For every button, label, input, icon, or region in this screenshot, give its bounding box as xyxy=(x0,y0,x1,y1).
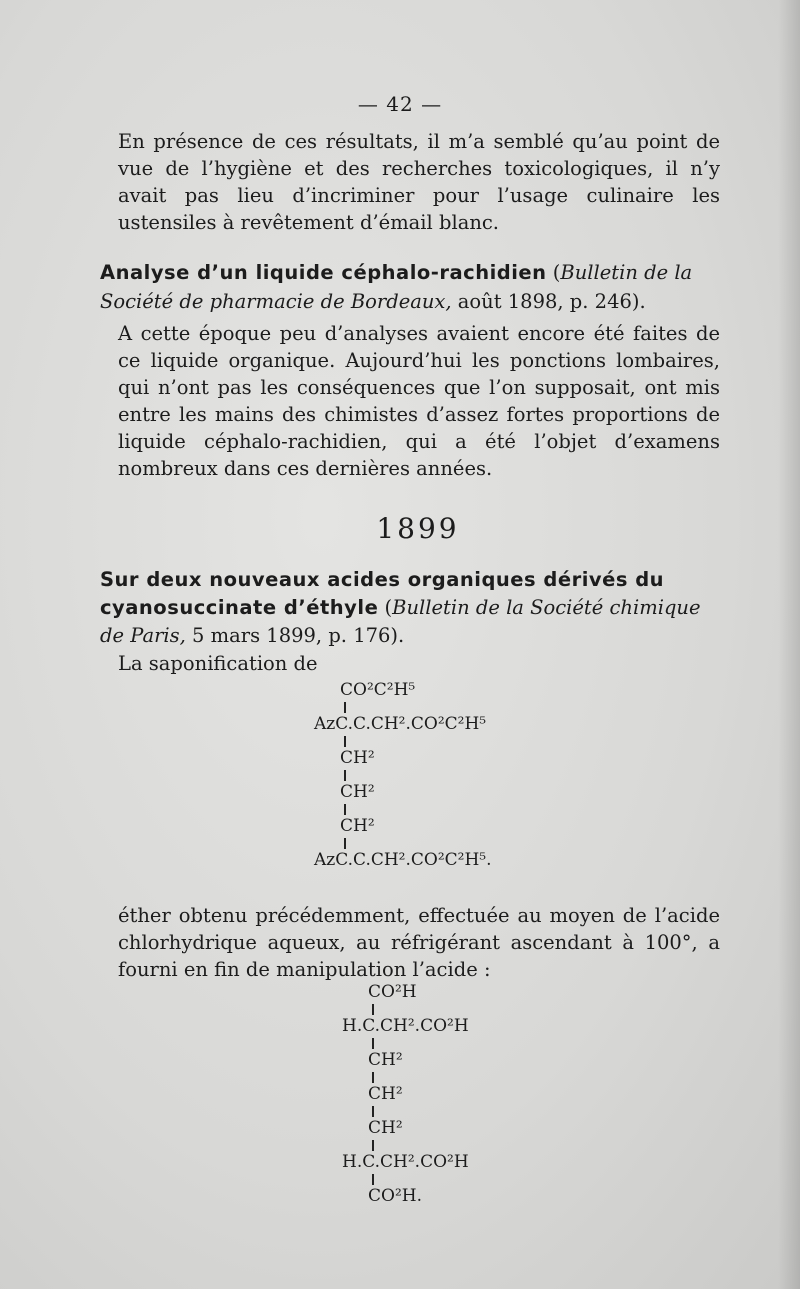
bond-line xyxy=(342,1003,469,1016)
formula2-row-2: CH² xyxy=(368,1050,403,1070)
formula1-row-5: AzC.C.CH².CO²C²H⁵. xyxy=(314,850,492,870)
section-ref-rest-1: août 1898, p. 246). xyxy=(451,290,646,313)
paragraph-2: A cette époque peu d’analyses avaient encore été faites de ce liquide organique. Aujourd’hui les ponctions lombaires, qui n’ont pas les conséquences que l’on supposait, ont mis entre les mains des chimistes d’assez fortes proportions de liquide céphalo-rachidien, qui a été l’objet d’examens nombreux dans ces dernières années. xyxy=(118,322,720,480)
bond-line xyxy=(342,1037,469,1050)
section-heading-1 xyxy=(100,258,720,316)
section-title-1: Analyse d’un liquide céphalo-rachidien xyxy=(100,261,547,284)
formula2-row-0: CO²H xyxy=(368,982,417,1002)
formula1-row-2: CH² xyxy=(340,748,375,768)
bond-line xyxy=(342,1071,469,1084)
bond-line xyxy=(314,769,492,782)
page-shadow xyxy=(778,0,800,1289)
paragraph-1: En présence de ces résultats, il m’a semblé qu’au point de vue de l’hygiène et des recherches toxicologiques, il n’y avait pas lieu d’incriminer pour l’usage culinaire les ustensiles à revêtement d’émail blanc. xyxy=(118,130,720,234)
saponification-text: La saponification de xyxy=(118,652,318,675)
page-number: — 42 — xyxy=(357,92,443,116)
formula1-row-3: CH² xyxy=(340,782,375,802)
formula2-row-5: H.C.CH².CO²H xyxy=(342,1152,469,1172)
bond-line xyxy=(314,701,492,714)
bond-line xyxy=(342,1105,469,1118)
bond-line xyxy=(342,1173,469,1186)
formula2-row-4: CH² xyxy=(368,1118,403,1138)
section-heading-2 xyxy=(100,566,720,650)
formula1-row-4: CH² xyxy=(340,816,375,836)
section-ref-italic-2: Bulletin de la Société chimique de Paris, xyxy=(100,596,701,647)
bond-line xyxy=(314,803,492,816)
formula2-row-3: CH² xyxy=(368,1084,403,1104)
section-title-2: Sur deux nouveaux acides organiques dérivés du cyanosuccinate d’éthyle xyxy=(100,568,665,619)
chemical-formula-1 xyxy=(314,680,492,871)
year-heading: 1899 xyxy=(376,512,460,545)
section-ref-italic-1: Bulletin de la Société de pharmacie de Bordeaux, xyxy=(100,261,693,313)
section-ref-rest-2: 5 mars 1899, p. 176). xyxy=(185,624,405,647)
bond-line xyxy=(342,1139,469,1152)
paragraph-3: éther obtenu précédemment, effectuée au moyen de l’acide chlorhydrique aqueux, au réfrigérant ascendant à 100°, a fourni en fin de manipulation l’acide : xyxy=(118,904,720,981)
formula1-row-0: CO²C²H⁵ xyxy=(340,680,416,700)
formula1-row-1: AzC.C.CH².CO²C²H⁵ xyxy=(314,714,487,734)
bond-line xyxy=(314,837,492,850)
bond-line xyxy=(314,735,492,748)
formula2-row-6: CO²H. xyxy=(368,1186,422,1206)
section-ref-open-2: ( xyxy=(384,596,393,619)
formula2-row-1: H.C.CH².CO²H xyxy=(342,1016,469,1036)
section-ref-open-1: ( xyxy=(552,261,561,284)
chemical-formula-2 xyxy=(342,982,469,1207)
